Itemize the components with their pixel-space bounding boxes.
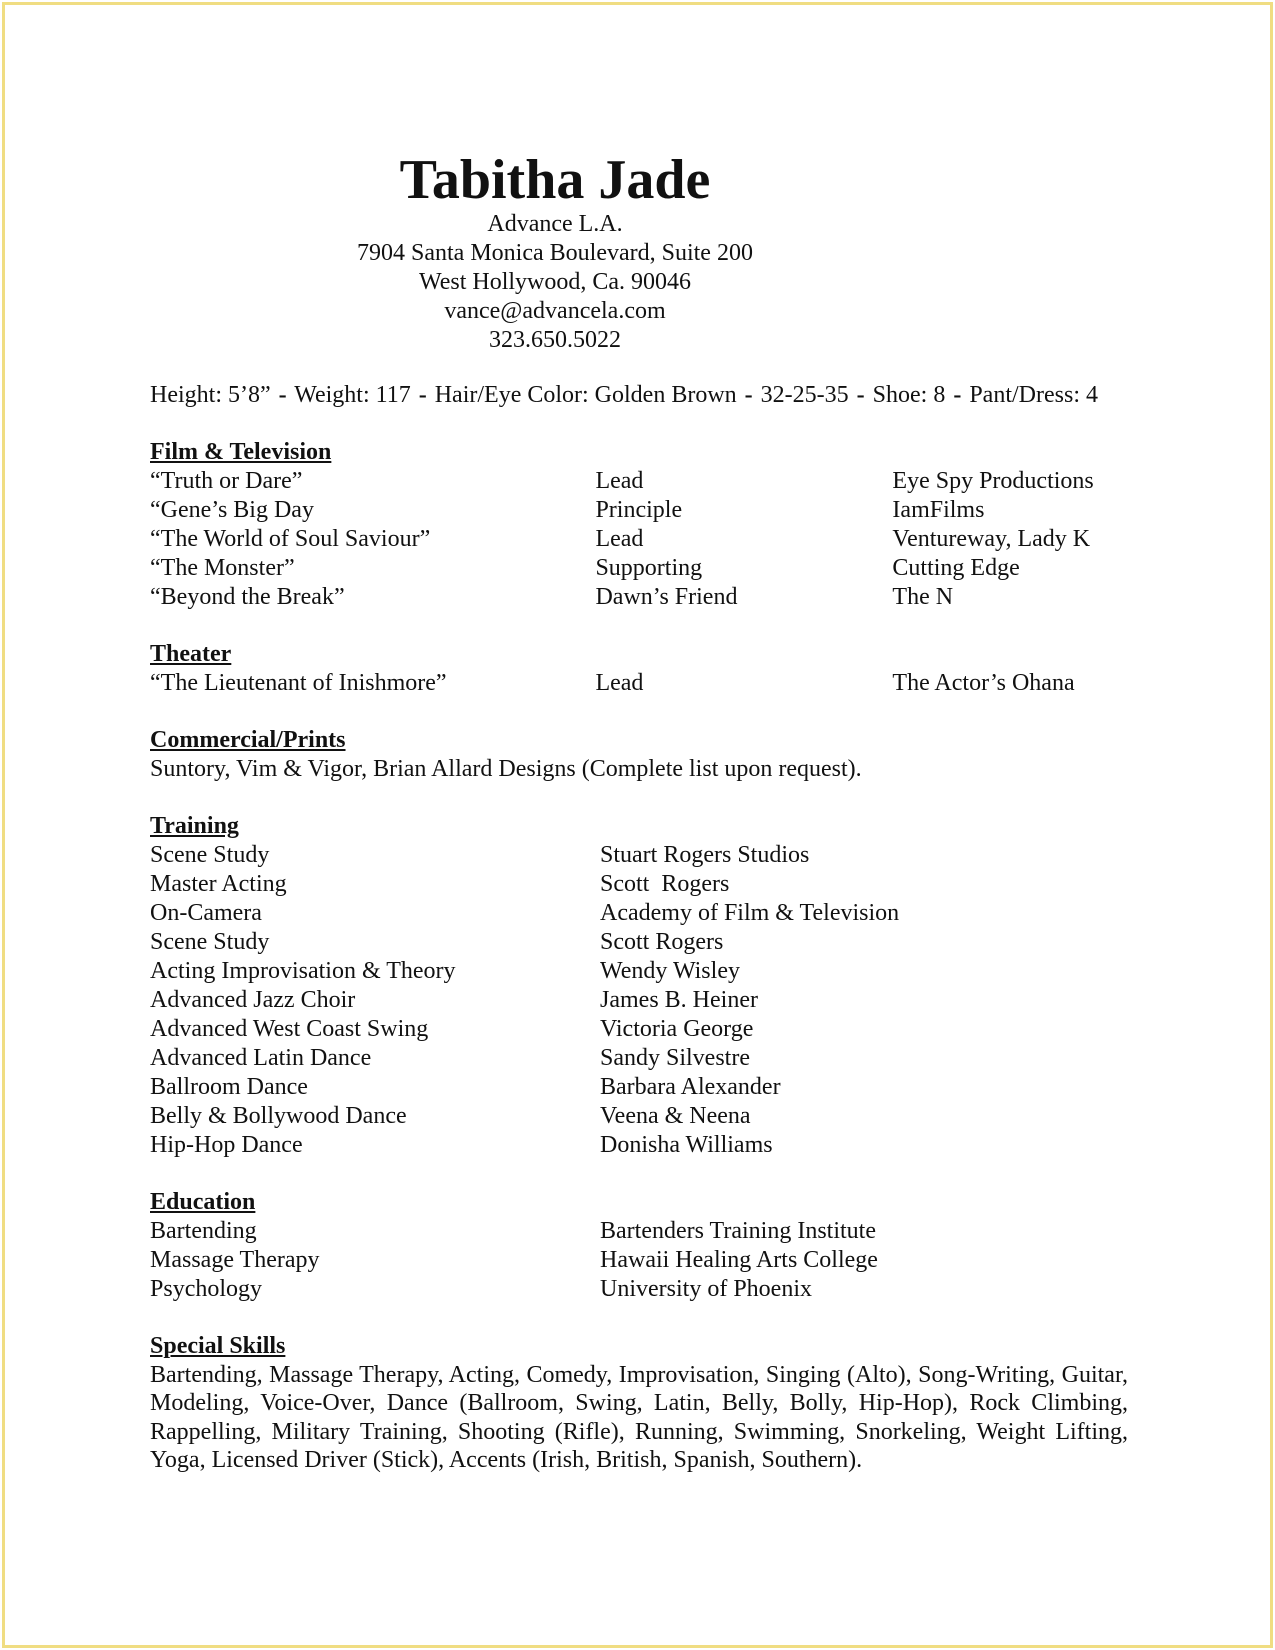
commercial-text: Suntory, Vim & Vigor, Brian Allard Designs (Complete list upon request). <box>150 756 862 782</box>
section-theater <box>150 640 1130 698</box>
training-course: Scene Study <box>150 928 270 955</box>
actor-name: Tabitha Jade <box>399 149 711 211</box>
credit-company: Eye Spy Productions <box>892 468 1094 494</box>
stat-hair-eye: Hair/Eye Color: Golden Brown <box>434 382 737 408</box>
credit-company: IamFilms <box>892 497 985 523</box>
credit-project: “Truth or Dare” <box>150 468 303 494</box>
training-row <box>150 1073 1130 1102</box>
training-row <box>150 1044 1130 1073</box>
skills-text: Bartending, Massage Therapy, Acting, Comedy, Improvisation, Singing (Alto), Song-Writing, Guitar, Modeling, Voice-Over, Dance (Ballroom, Swing, Latin, Belly, Bolly, Hip-Hop), Rock Climbing, Rappelling, Military Training, Shooting (Rifle), Running, Swimming, Snorkeling, Weight Lifting, Yoga, Licensed Driver (Stick), Accents (Irish, British, Spanish, Southern). <box>150 1361 1128 1473</box>
training-row <box>150 957 1130 986</box>
training-teacher: Academy of Film & Television <box>600 899 900 926</box>
training-course: Hip-Hop Dance <box>150 1131 303 1158</box>
stat-separator: - <box>856 382 865 408</box>
resume-content <box>150 150 1130 1475</box>
credit-project: “The World of Soul Saviour” <box>150 526 431 552</box>
training-course: Belly & Bollywood Dance <box>150 1102 407 1129</box>
stat-separator: - <box>278 382 287 408</box>
section-film-tv <box>150 438 1130 612</box>
training-teacher: Scott Rogers <box>600 928 724 955</box>
training-row <box>150 1131 1130 1160</box>
agency-name: Advance L.A. <box>487 211 623 237</box>
training-course: On-Camera <box>150 899 262 926</box>
training-row <box>150 928 1130 957</box>
credit-company: The N <box>892 584 954 610</box>
section-commercial <box>150 726 1130 784</box>
credit-role: Lead <box>595 526 644 552</box>
training-course: Advanced Latin Dance <box>150 1044 372 1071</box>
credit-row <box>150 669 1130 698</box>
stat-separator: - <box>744 382 753 408</box>
credit-role: Dawn’s Friend <box>595 584 738 610</box>
education-subject: Psychology <box>150 1275 263 1302</box>
training-teacher: Stuart Rogers Studios <box>600 841 810 868</box>
training-teacher: Victoria George <box>600 1015 754 1042</box>
training-teacher: Veena & Neena <box>600 1102 751 1129</box>
credit-role: Supporting <box>595 555 703 581</box>
credit-role: Principle <box>595 497 683 523</box>
stat-separator: - <box>418 382 427 408</box>
training-row <box>150 870 1130 899</box>
credit-row <box>150 583 1130 612</box>
credit-company: Ventureway, Lady K <box>892 526 1091 552</box>
training-teacher: Scott Rogers <box>600 870 730 897</box>
stat-pant-dress: Pant/Dress: 4 <box>969 382 1098 408</box>
training-teacher: Donisha Williams <box>600 1131 773 1158</box>
section-title: Commercial/Prints <box>150 727 346 753</box>
training-course: Advanced Jazz Choir <box>150 986 356 1013</box>
credit-row <box>150 525 1130 554</box>
stat-separator: - <box>953 382 962 408</box>
credit-row <box>150 554 1130 583</box>
training-teacher: Wendy Wisley <box>600 957 740 984</box>
credit-project: “Gene’s Big Day <box>150 497 314 523</box>
training-course: Scene Study <box>150 841 270 868</box>
training-teacher: Sandy Silvestre <box>600 1044 750 1071</box>
training-row <box>150 841 1130 870</box>
training-course: Acting Improvisation & Theory <box>150 957 456 984</box>
education-subject: Bartending <box>150 1217 257 1244</box>
credit-company: Cutting Edge <box>892 555 1020 581</box>
education-row <box>150 1275 1130 1304</box>
agency-address-line-2: West Hollywood, Ca. 90046 <box>418 269 692 295</box>
section-title: Special Skills <box>150 1332 286 1359</box>
stat-weight: Weight: 117 <box>294 382 411 408</box>
section-training <box>150 812 1130 1160</box>
training-row <box>150 986 1130 1015</box>
education-school: Bartenders Training Institute <box>600 1217 876 1244</box>
education-row <box>150 1246 1130 1275</box>
section-title: Education <box>150 1188 256 1215</box>
education-subject: Massage Therapy <box>150 1246 320 1273</box>
training-course: Master Acting <box>150 870 287 897</box>
credit-role: Lead <box>595 468 644 494</box>
credit-project: “The Monster” <box>150 555 295 581</box>
stat-height: Height: 5’8” <box>150 382 271 408</box>
section-title: Training <box>150 812 239 839</box>
education-school: University of Phoenix <box>600 1275 812 1302</box>
stat-measurements: 32-25-35 <box>760 382 849 408</box>
credit-company: The Actor’s Ohana <box>892 670 1075 696</box>
training-course: Ballroom Dance <box>150 1073 308 1100</box>
training-course: Advanced West Coast Swing <box>150 1015 429 1042</box>
stat-shoe: Shoe: 8 <box>872 382 946 408</box>
education-row <box>150 1217 1130 1246</box>
credit-role: Lead <box>595 670 644 696</box>
education-school: Hawaii Healing Arts College <box>600 1246 878 1273</box>
credit-row <box>150 496 1130 525</box>
agency-phone: 323.650.5022 <box>489 327 621 353</box>
section-special-skills <box>150 1332 1130 1475</box>
training-teacher: Barbara Alexander <box>600 1073 781 1100</box>
section-education <box>150 1188 1130 1304</box>
agency-address-line-1: 7904 Santa Monica Boulevard, Suite 200 <box>357 240 753 266</box>
resume-header <box>65 150 1045 355</box>
section-title: Theater <box>150 641 232 667</box>
training-row <box>150 1015 1130 1044</box>
agency-email: vance@advancela.com <box>444 298 666 324</box>
physical-stats <box>150 381 1130 410</box>
credit-row <box>150 467 1130 496</box>
section-title: Film & Television <box>150 439 332 465</box>
training-row <box>150 1102 1130 1131</box>
training-teacher: James B. Heiner <box>600 986 758 1013</box>
credit-project: “Beyond the Break” <box>150 584 345 610</box>
credit-project: “The Lieutenant of Inishmore” <box>150 670 447 696</box>
training-row <box>150 899 1130 928</box>
